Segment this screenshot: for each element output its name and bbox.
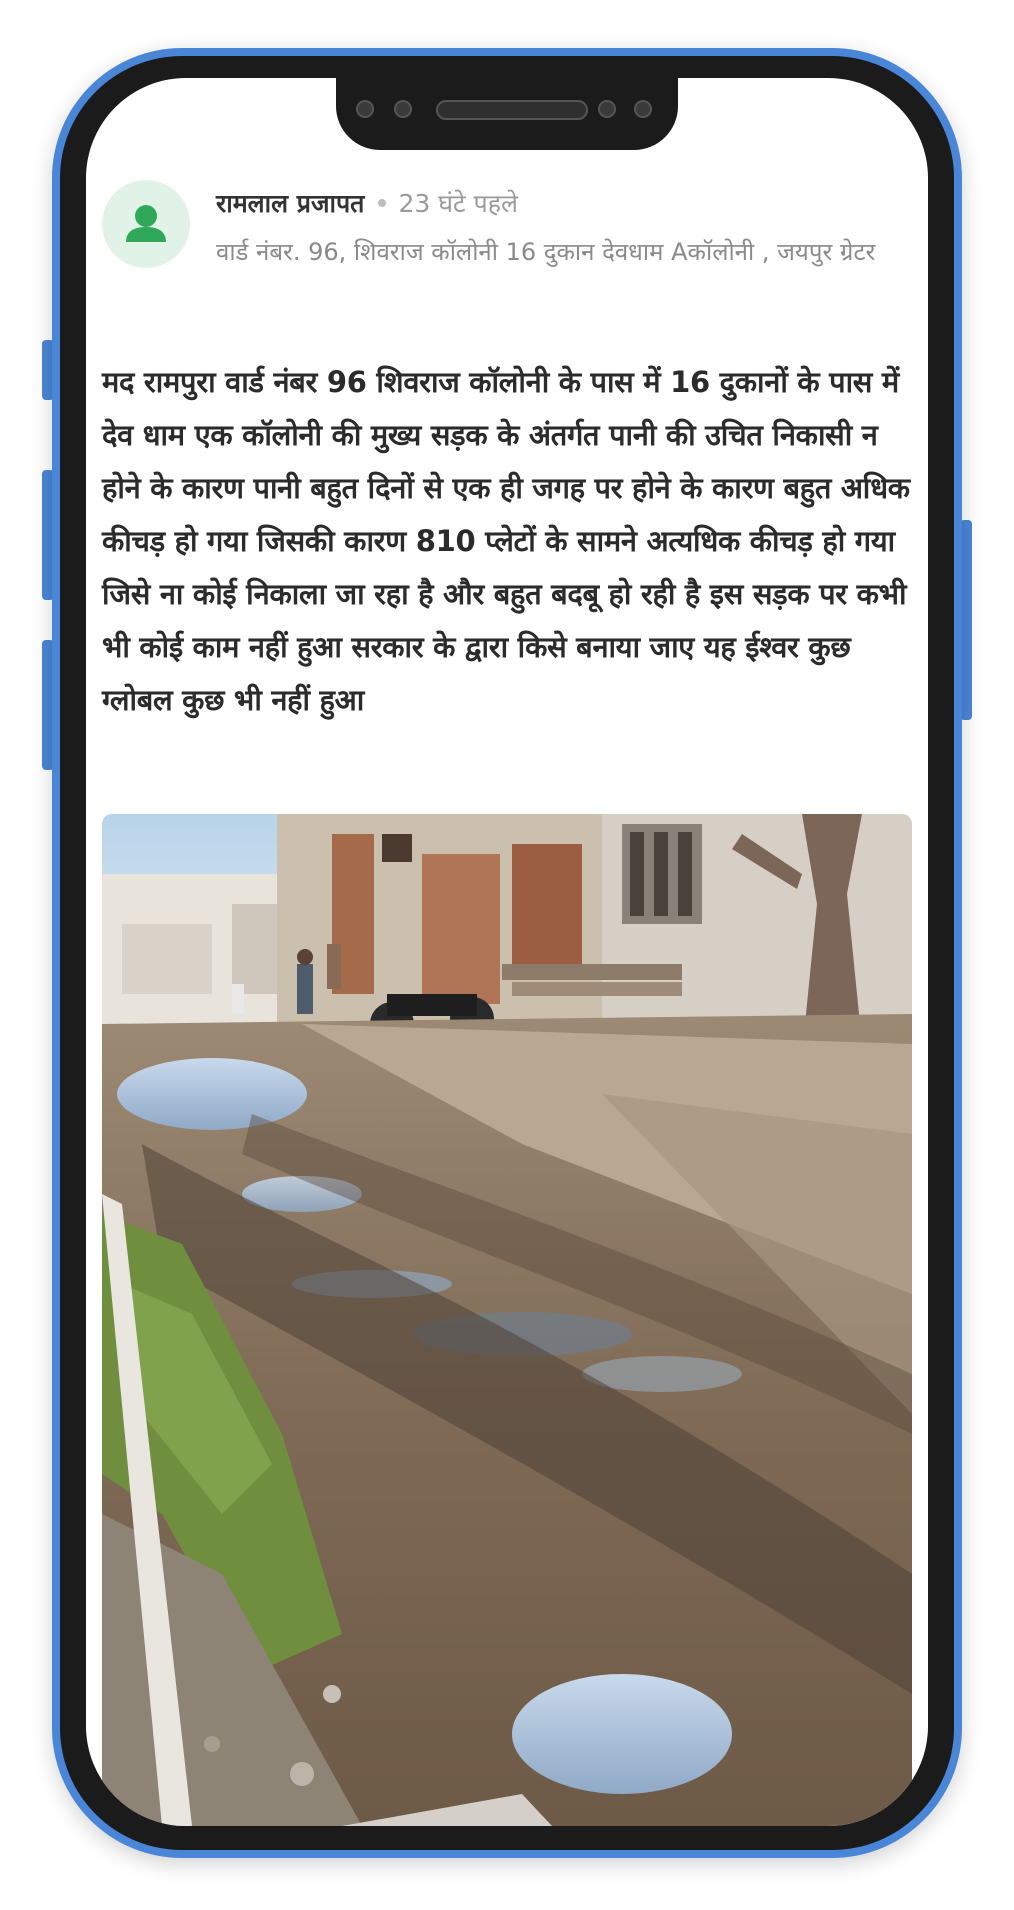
author-name[interactable]: रामलाल प्रजापत (216, 189, 365, 218)
user-icon (102, 180, 190, 268)
camera-dot-2 (634, 100, 652, 118)
muddy-road-photo (102, 814, 912, 1826)
separator-dot (378, 199, 386, 207)
avatar[interactable] (102, 180, 190, 268)
post-photo[interactable] (102, 814, 912, 1826)
post-time: 23 घंटे पहले (398, 189, 518, 218)
camera-dot (394, 100, 412, 118)
post-location: वार्ड नंबर. 96, शिवराज कॉलोनी 16 दुकान देवधाम Aकॉलोनी , जयपुर ग्रेटर (216, 238, 876, 266)
speaker-grille (436, 100, 588, 120)
phone-screen (86, 78, 928, 1826)
sensor-dot (356, 100, 374, 118)
post-meta (216, 186, 518, 220)
sensor-dot-2 (598, 100, 616, 118)
post-text: मद रामपुरा वार्ड नंबर 96 शिवराज कॉलोनी के पास में 16 दुकानों के पास में देव धाम एक कॉलोनी की मुख्य सड़क के अंतर्गत पानी की उचित निकासी न होने के कारण पानी बहुत दिनों से एक ही जगह पर होने के कारण बहुत अधिक कीचड़ हो गया जिसकी कारण 810 प्लेटों के सामने अत्यधिक कीचड़ हो गया जिसे ना कोई निकाला जा रहा है और बहुत बदबू हो रही है इस सड़क पर कभी भी कोई काम नहीं हुआ सरकार के द्वारा किसे बनाया जाए यह ईश्वर कुछ ग्लोबल कुछ भी नहीं हुआ (102, 365, 910, 717)
phone-notch (336, 78, 678, 150)
